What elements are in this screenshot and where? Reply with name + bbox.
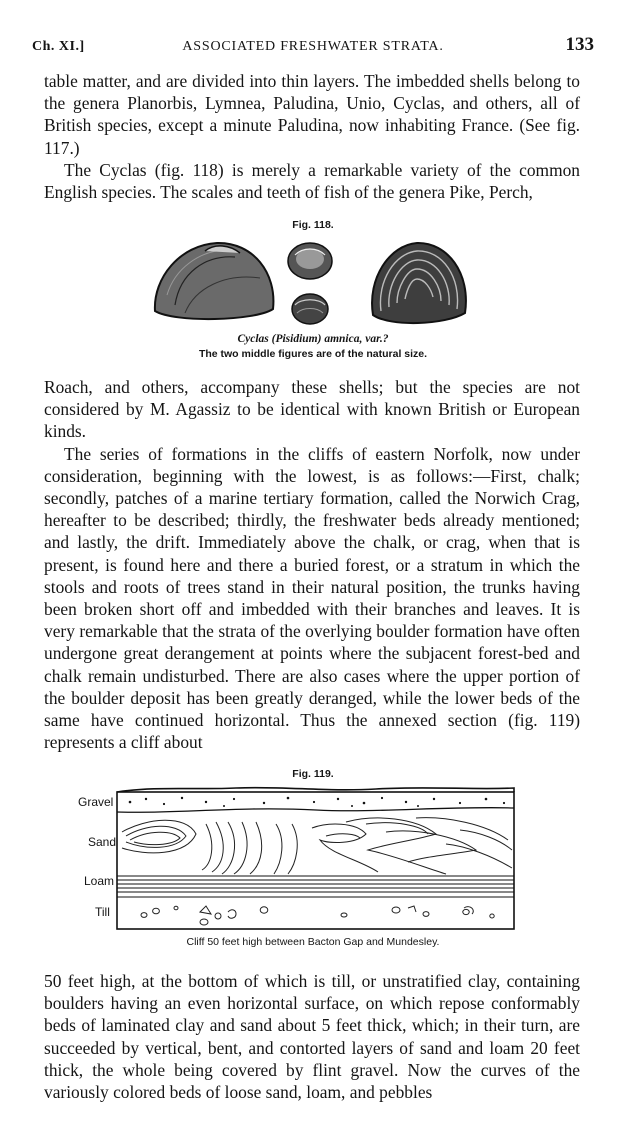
figure-118-note-caption: The two middle figures are of the natural size. — [198, 348, 428, 360]
layer-label-gravel: Gravel — [78, 795, 114, 809]
running-title: ASSOCIATED FRESHWATER STRATA. — [182, 39, 444, 54]
figure-118-species-caption: Cyclas (Pisidium) amnica, var.? — [237, 333, 389, 345]
figure-119-caption: Cliff 50 feet high between Bacton Gap and Mundesley. — [186, 936, 440, 948]
shell-right-illustration — [372, 243, 466, 323]
shell-left-illustration — [155, 243, 274, 319]
layer-label-till: Till — [95, 905, 110, 919]
paragraph: The Cyclas (fig. 118) is merely a remarkable variety of the common English species. The scales and teeth of fish of the genera Pike, Perch, — [44, 159, 580, 203]
chapter-label: Ch. XI.] — [32, 39, 85, 54]
page-number: 133 — [565, 34, 594, 55]
running-header — [30, 34, 596, 58]
paragraph: table matter, and are divided into thin layers. The imbedded shells belong to the genera Planorbis, Lymnea, Paludina, Unio, Cyclas, and others, all of British species, except a minute Paludina, now inhabiting France. (See fig. 117.) — [44, 71, 580, 158]
text-block-bottom — [44, 970, 580, 1103]
figure-119-label: Fig. 119. — [292, 768, 334, 780]
figure-118-illustration — [145, 233, 475, 333]
figure-119-section-diagram — [116, 784, 516, 932]
paragraph: The series of formations in the cliffs of eastern Norfolk, now under consideration, beginning with the lowest, is as follows:—First, chalk; secondly, patches of a marine tertiary formation, called the Norwich Crag, hereafter to be described; thirdly, the freshwater beds already mentioned; and lastly, the drift. Immediately above the chalk, or crag, when that is present, is found here and there a buried forest, or a stratum in which the stools and roots of trees stand in their natural position, the trunks having been broken short off and imbedded with their branches and leaves. It is very remarkable that the strata of the overlying boulder formation have often undergone great derangement at points where the subjacent forest-bed and chalk remain undisturbed. There are also cases where the upper portion of the boulder deposit has been greatly deranged, while the lower beds of the same have continued horizontal. Thus the annexed section (fig. 119) represents a cliff about — [44, 443, 580, 753]
shell-middle-bottom-illustration — [292, 294, 328, 324]
figure-118-label: Fig. 118. — [292, 219, 334, 231]
paragraph: Roach, and others, accompany these shells; but the species are not considered by M. Agassiz to be identical with known British or European kinds. — [44, 377, 580, 442]
layer-label-loam: Loam — [84, 874, 115, 888]
text-block-top — [44, 70, 580, 203]
paragraph: 50 feet high, at the bottom of which is till, or unstratified clay, containing boulders having an even horizontal surface, on which repose conformably beds of laminated clay and sand about 5 feet thick, which; in their turn, are succeeded by vertical, bent, and contorted layers of sand and loam 20 feet thick, the whole being covered by flint gravel. Now the curves of the variously colored beds of loose sand, loam, and pebbles — [44, 971, 580, 1103]
shell-middle-top-illustration — [288, 243, 332, 279]
layer-label-sand: Sand — [88, 835, 117, 849]
text-block-middle — [44, 376, 580, 753]
